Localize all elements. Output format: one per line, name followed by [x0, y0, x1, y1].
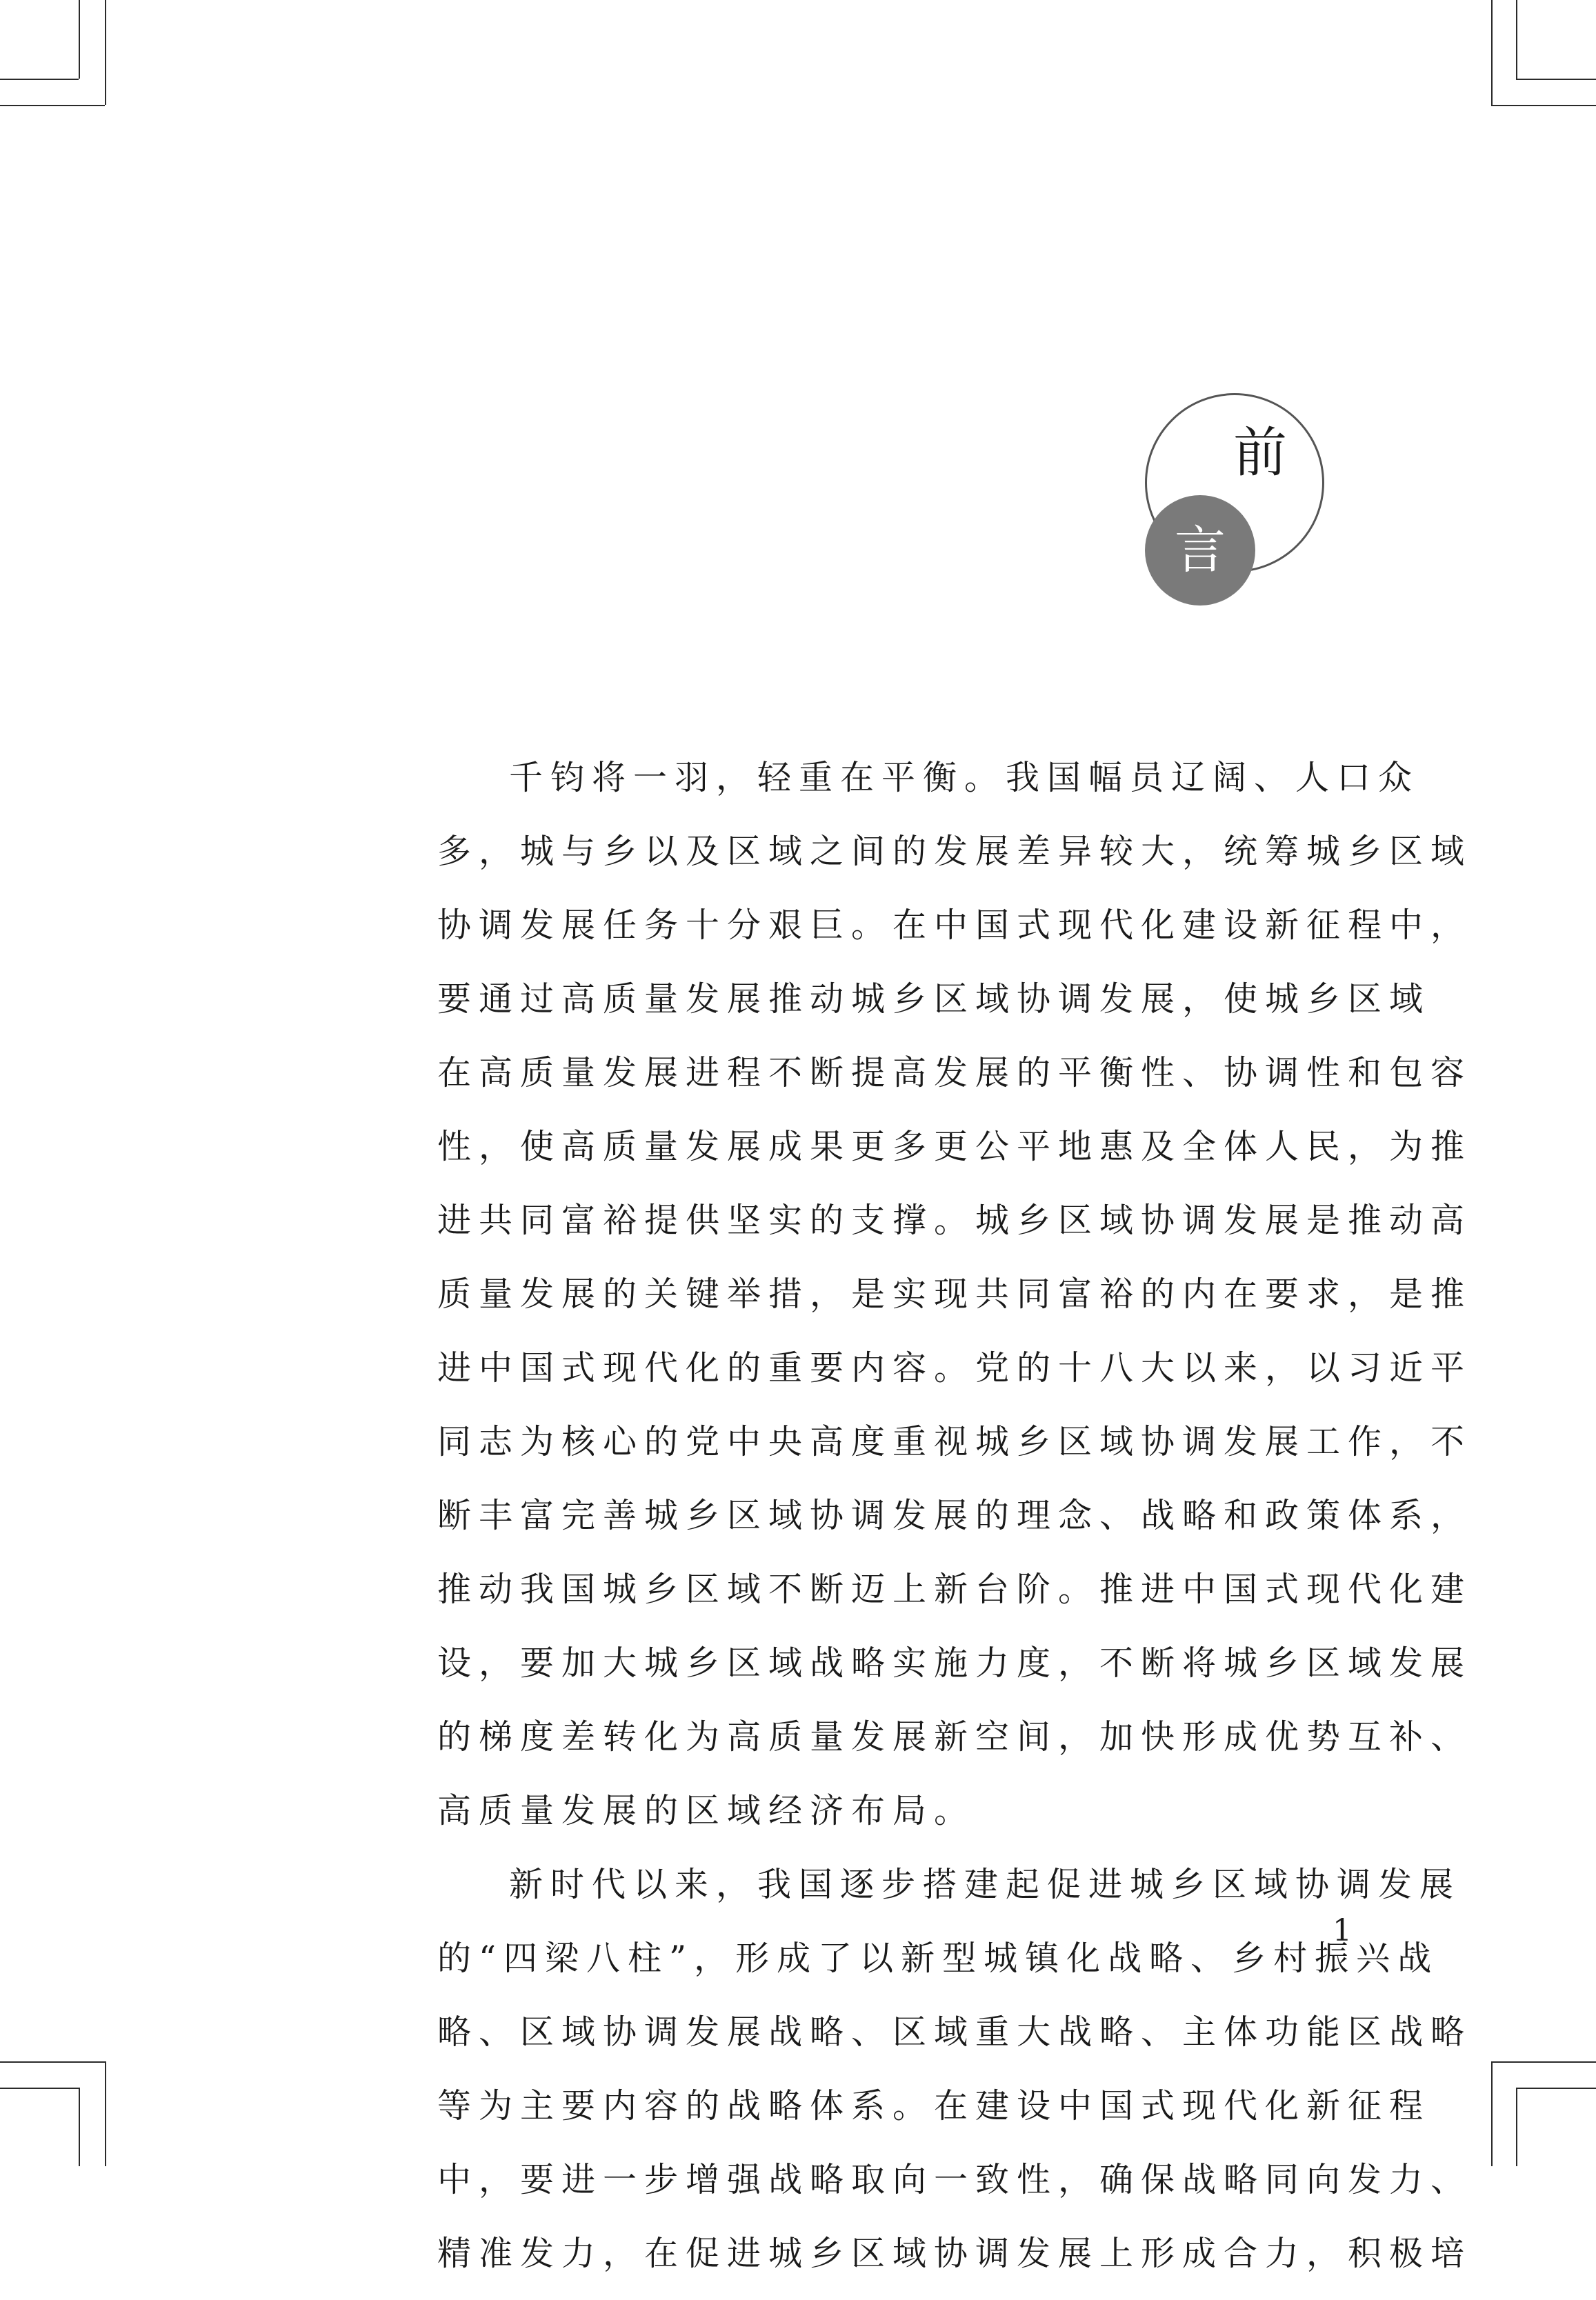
- crop-mark: [105, 0, 106, 105]
- text-line: 的梯度差转化为高质量发展新空间，加快形成优势互补、: [437, 1717, 1473, 1757]
- crop-mark: [1491, 105, 1596, 106]
- text-line: 协调发展任务十分艰巨。在中国式现代化建设新征程中，: [437, 906, 1473, 945]
- text-line: 等为主要内容的战略体系。在建设中国式现代化新征程: [437, 2086, 1431, 2126]
- page-title-first-char: 前: [1233, 422, 1287, 484]
- text-line: 高质量发展的区域经济布局。: [437, 1791, 976, 1830]
- crop-mark: [1491, 2061, 1493, 2166]
- text-line: 的“四梁八柱”，形成了以新型城镇化战略、乡村振兴战: [437, 1939, 1439, 1978]
- text-line: 要通过高质量发展推动城乡区域协调发展，使城乡区域: [437, 979, 1431, 1019]
- text-line: 断丰富完善城乡区域协调发展的理念、战略和政策体系，: [437, 1496, 1473, 1535]
- body-text: [437, 750, 1473, 2300]
- text-line: 设，要加大城乡区域战略实施力度，不断将城乡区域发展: [437, 1643, 1473, 1683]
- text-line: 千钧将一羽，轻重在平衡。我国幅员辽阔、人口众: [509, 758, 1420, 797]
- text-line: 同志为核心的党中央高度重视城乡区域协调发展工作，不: [437, 1422, 1473, 1461]
- page-title-second-char: 言: [1175, 521, 1226, 580]
- text-line: 略、区域协调发展战略、区域重大战略、主体功能区战略: [437, 2012, 1473, 2052]
- crop-mark: [0, 2061, 105, 2063]
- crop-mark: [1516, 79, 1596, 80]
- crop-mark: [1516, 0, 1517, 79]
- crop-mark: [79, 0, 80, 79]
- crop-mark: [1516, 2088, 1517, 2166]
- crop-mark: [1491, 2061, 1596, 2063]
- text-line: 新时代以来，我国逐步搭建起促进城乡区域协调发展: [509, 1865, 1462, 1904]
- text-line: 中，要进一步增强战略取向一致性，确保战略同向发力、: [437, 2160, 1473, 2199]
- crop-mark: [105, 2061, 106, 2166]
- text-line: 推动我国城乡区域不断迈上新台阶。推进中国式现代化建: [437, 1570, 1473, 1609]
- text-line: 精准发力，在促进城乡区域协调发展上形成合力，积极培: [437, 2234, 1473, 2273]
- crop-mark: [1516, 2088, 1596, 2089]
- crop-mark: [79, 2088, 80, 2166]
- text-line: 质量发展的关键举措，是实现共同富裕的内在要求，是推: [437, 1274, 1473, 1314]
- crop-mark: [1491, 0, 1493, 105]
- text-line: 性，使高质量发展成果更多更公平地惠及全体人民，为推: [437, 1127, 1473, 1166]
- crop-mark: [0, 79, 79, 80]
- text-line: 进中国式现代化的重要内容。党的十八大以来，以习近平: [437, 1348, 1473, 1388]
- crop-mark: [0, 105, 105, 106]
- text-line: 多，城与乡以及区域之间的发展差异较大，统筹城乡区域: [437, 832, 1473, 871]
- crop-mark: [0, 2088, 79, 2089]
- page-number: 1: [1333, 1913, 1352, 1948]
- text-line: 在高质量发展进程不断提高发展的平衡性、协调性和包容: [437, 1053, 1473, 1092]
- text-line: 进共同富裕提供坚实的支撑。城乡区域协调发展是推动高: [437, 1201, 1473, 1240]
